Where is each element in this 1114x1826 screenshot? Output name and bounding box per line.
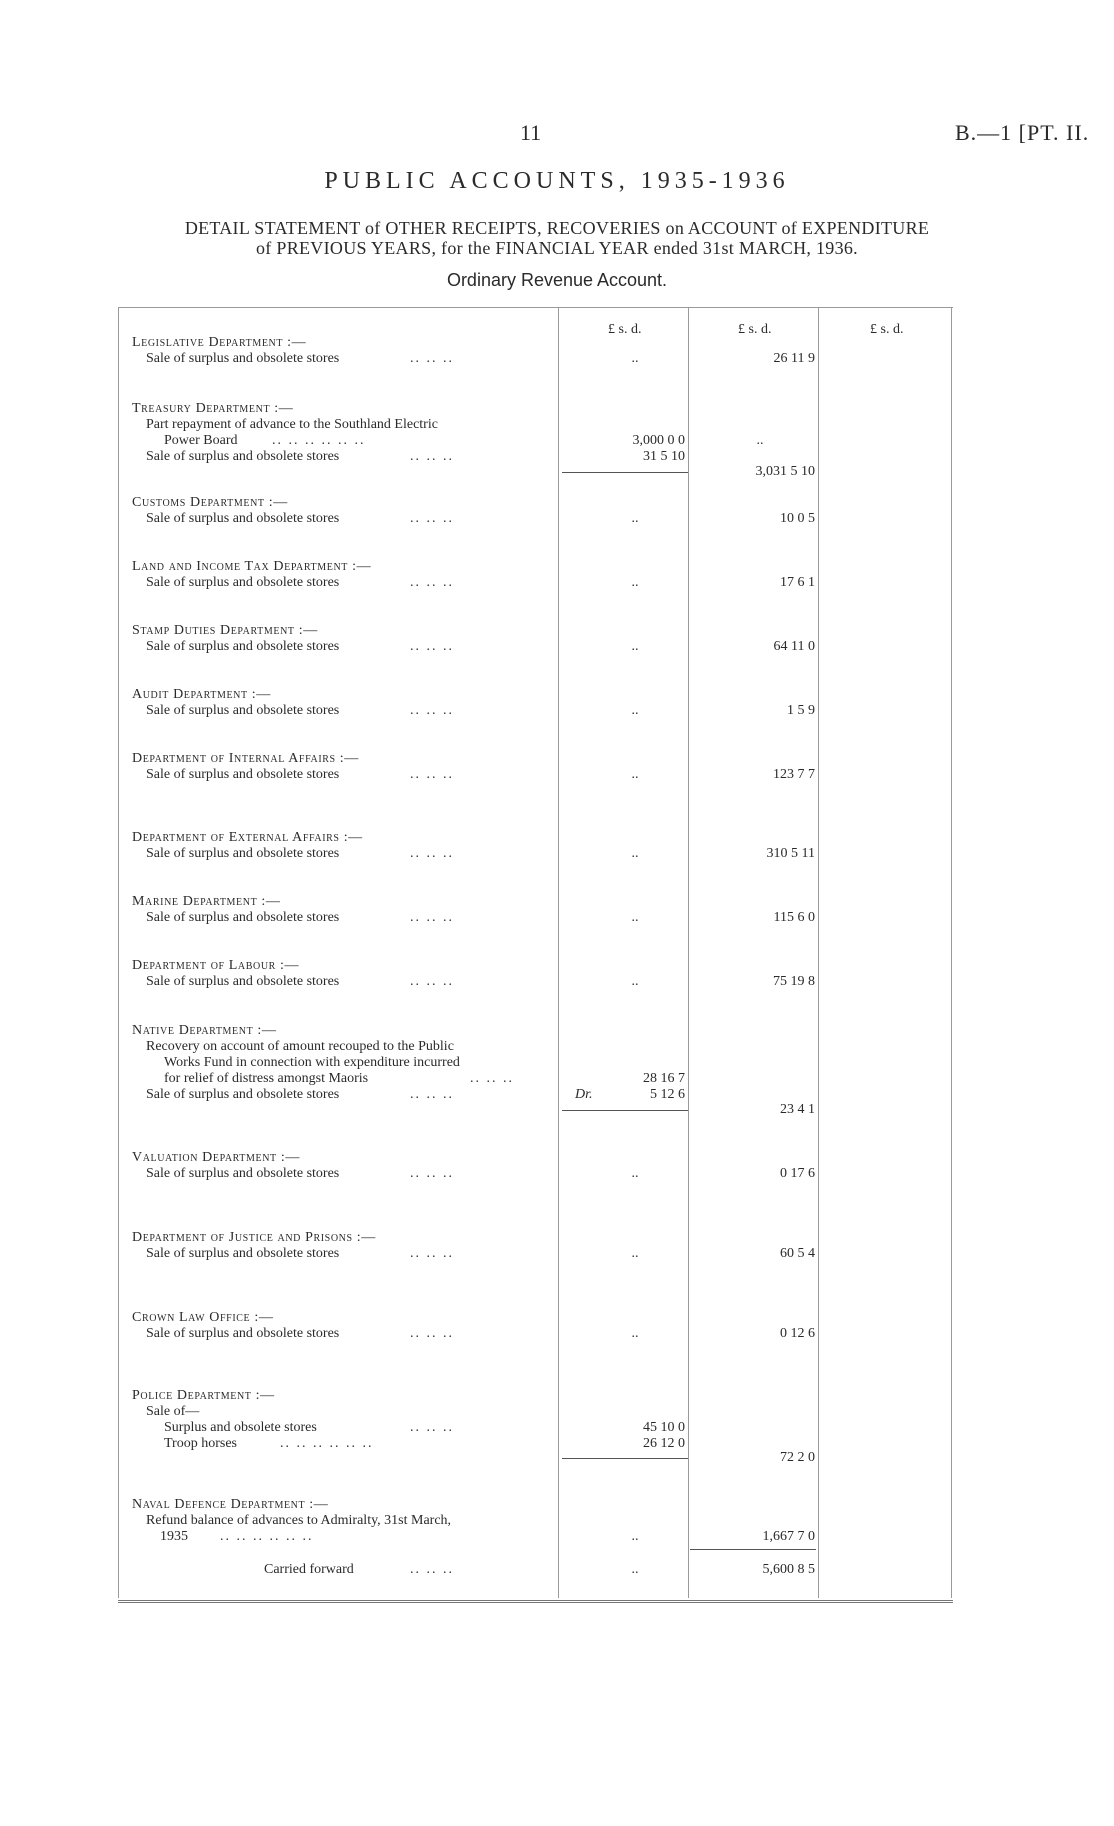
col1-value: 3,000 0 0 <box>632 433 685 448</box>
col1-value: .. <box>631 1166 639 1181</box>
column-divider-3 <box>818 308 819 1598</box>
leader-dots: .. .. .. <box>410 1326 454 1341</box>
leader-dots: .. .. .. <box>410 910 454 925</box>
subtotal-rule <box>562 1110 688 1111</box>
col1-value: .. <box>631 974 639 989</box>
col1-value: .. <box>631 910 639 925</box>
section-heading: Legislative Department :— <box>132 335 307 350</box>
carried-forward-col2: 5,600 8 5 <box>762 1562 815 1577</box>
table-border-left <box>118 308 119 1598</box>
col2-header: £ s. d. <box>738 322 772 337</box>
line-item: Troop horses <box>164 1436 237 1451</box>
col1-value: .. <box>631 767 639 782</box>
leader-dots: .. .. .. <box>410 767 454 782</box>
section-heading: Audit Department :— <box>132 687 271 702</box>
col1-value: .. <box>631 1326 639 1341</box>
subtotal-rule <box>562 472 688 473</box>
leader-dots: .. .. .. <box>410 511 454 526</box>
col2-value: 3,031 5 10 <box>755 464 815 479</box>
debit-prefix: Dr. <box>575 1087 593 1102</box>
subtotal-rule <box>562 1458 688 1459</box>
col2-value: 115 6 0 <box>773 910 815 925</box>
line-item: Surplus and obsolete stores <box>164 1420 317 1435</box>
carried-forward-col1: .. <box>631 1562 639 1577</box>
line-item: Works Fund in connection with expenditure incurred <box>164 1055 460 1070</box>
col1-value: .. <box>631 575 639 590</box>
col1-value: 5 12 6 <box>650 1087 685 1102</box>
col1-value: .. <box>631 703 639 718</box>
line-item: Sale of surplus and obsolete stores <box>146 1087 340 1102</box>
leader-dots: .. .. .. <box>410 703 454 718</box>
col2-value: 64 11 0 <box>773 639 815 654</box>
line-item: Sale of surplus and obsolete stores <box>146 351 340 366</box>
account-title: Ordinary Revenue Account. <box>446 270 668 290</box>
leader-dots: .. .. .. <box>410 449 454 464</box>
column-divider-1 <box>558 308 559 1598</box>
col1-value: .. <box>631 1529 639 1544</box>
total-rule <box>690 1549 816 1550</box>
leader-dots: .. .. .. <box>410 1420 454 1435</box>
leader-dots: .. .. .. <box>410 575 454 590</box>
line-item: Sale of surplus and obsolete stores <box>146 1166 340 1181</box>
col1-header: £ s. d. <box>608 322 642 337</box>
col1-value: 31 5 10 <box>643 449 685 464</box>
leader-dots: .. .. .. <box>410 1166 454 1181</box>
col1-value: .. <box>631 511 639 526</box>
col1-value: .. <box>631 1246 639 1261</box>
section-heading: Police Department :— <box>132 1388 275 1403</box>
line-item: Sale of surplus and obsolete stores <box>146 1326 340 1341</box>
table-border-right <box>951 308 952 1598</box>
line-item: Sale of surplus and obsolete stores <box>146 575 340 590</box>
col2-value: 72 2 0 <box>780 1450 815 1465</box>
leader-dots: .. .. .. <box>410 846 454 861</box>
col2-dots: .. <box>756 433 764 448</box>
leader-dots: .. .. .. <box>410 974 454 989</box>
line-item: Sale of surplus and obsolete stores <box>146 974 340 989</box>
section-heading: Department of External Affairs :— <box>132 830 363 845</box>
leader-dots: .. .. .. .. .. .. <box>272 433 366 448</box>
leader-dots: .. .. .. <box>470 1071 514 1086</box>
col2-value: 123 7 7 <box>773 767 815 782</box>
col2-value: 310 5 11 <box>766 846 815 861</box>
col1-value: .. <box>631 351 639 366</box>
col2-value: 1 5 9 <box>787 703 815 718</box>
leader-dots: .. .. .. <box>410 351 454 366</box>
section-heading: Department of Labour :— <box>132 958 300 973</box>
line-item: Recovery on account of amount recouped to the Public <box>146 1039 454 1054</box>
section-heading: Stamp Duties Department :— <box>132 623 318 638</box>
section-heading: Department of Internal Affairs :— <box>132 751 359 766</box>
page-title: PUBLIC ACCOUNTS, 1935-1936 <box>324 168 790 194</box>
line-item: for relief of distress amongst Maoris <box>164 1071 369 1086</box>
col1-value: .. <box>631 639 639 654</box>
col2-value: 23 4 1 <box>780 1102 815 1117</box>
section-heading: Crown Law Office :— <box>132 1310 274 1325</box>
col3-header: £ s. d. <box>870 322 904 337</box>
line-item: Sale of— <box>146 1404 200 1419</box>
line-item: Sale of surplus and obsolete stores <box>146 639 340 654</box>
line-item: 1935 <box>160 1529 188 1544</box>
document-reference: B.—1 [PT. II. <box>955 120 1090 145</box>
section-heading: Naval Defence Department :— <box>132 1497 329 1512</box>
page-number: 11 <box>520 120 542 145</box>
leader-dots: .. .. .. <box>410 1562 454 1577</box>
section-heading: Treasury Department :— <box>132 401 294 416</box>
carried-forward-label: Carried forward <box>264 1562 354 1577</box>
col2-value: 0 12 6 <box>780 1326 815 1341</box>
line-item: Refund balance of advances to Admiralty, 31st March, <box>146 1513 452 1528</box>
leader-dots: .. .. .. <box>410 1087 454 1102</box>
leader-dots: .. .. .. <box>410 1246 454 1261</box>
col1-value: 26 12 0 <box>643 1436 685 1451</box>
col2-value: 60 5 4 <box>780 1246 815 1261</box>
col2-value: 0 17 6 <box>780 1166 815 1181</box>
section-heading: Department of Justice and Prisons :— <box>132 1230 376 1245</box>
line-item: Sale of surplus and obsolete stores <box>146 449 340 464</box>
col2-value: 17 6 1 <box>780 575 815 590</box>
line-item: Sale of surplus and obsolete stores <box>146 511 340 526</box>
line-item: Sale of surplus and obsolete stores <box>146 846 340 861</box>
section-heading: Native Department :— <box>132 1023 277 1038</box>
subtitle-line-2: of PREVIOUS YEARS, for the FINANCIAL YEAR ended 31st MARCH, 1936. <box>256 238 858 258</box>
leader-dots: .. .. .. <box>410 639 454 654</box>
col2-value: 26 11 9 <box>773 351 815 366</box>
section-heading: Land and Income Tax Department :— <box>132 559 372 574</box>
section-heading: Customs Department :— <box>132 495 288 510</box>
section-heading: Marine Department :— <box>132 894 281 909</box>
col1-value: .. <box>631 846 639 861</box>
column-divider-2 <box>688 308 689 1598</box>
line-item: Sale of surplus and obsolete stores <box>146 767 340 782</box>
col1-value: 28 16 7 <box>643 1071 685 1086</box>
subtitle-line-1: DETAIL STATEMENT of OTHER RECEIPTS, RECOVERIES on ACCOUNT of EXPENDITURE <box>184 218 930 238</box>
line-item: Sale of surplus and obsolete stores <box>146 703 340 718</box>
col2-value: 75 19 8 <box>773 974 815 989</box>
line-item: Part repayment of advance to the Southland Electric <box>146 417 438 432</box>
section-heading: Valuation Department :— <box>132 1150 300 1165</box>
leader-dots: .. .. .. .. .. .. <box>280 1436 374 1451</box>
line-item: Power Board <box>164 433 238 448</box>
line-item: Sale of surplus and obsolete stores <box>146 910 340 925</box>
line-item: Sale of surplus and obsolete stores <box>146 1246 340 1261</box>
leader-dots: .. .. .. .. .. .. <box>220 1529 314 1544</box>
col1-value: 45 10 0 <box>643 1420 685 1435</box>
col2-value: 1,667 7 0 <box>762 1529 815 1544</box>
col2-value: 10 0 5 <box>780 511 815 526</box>
